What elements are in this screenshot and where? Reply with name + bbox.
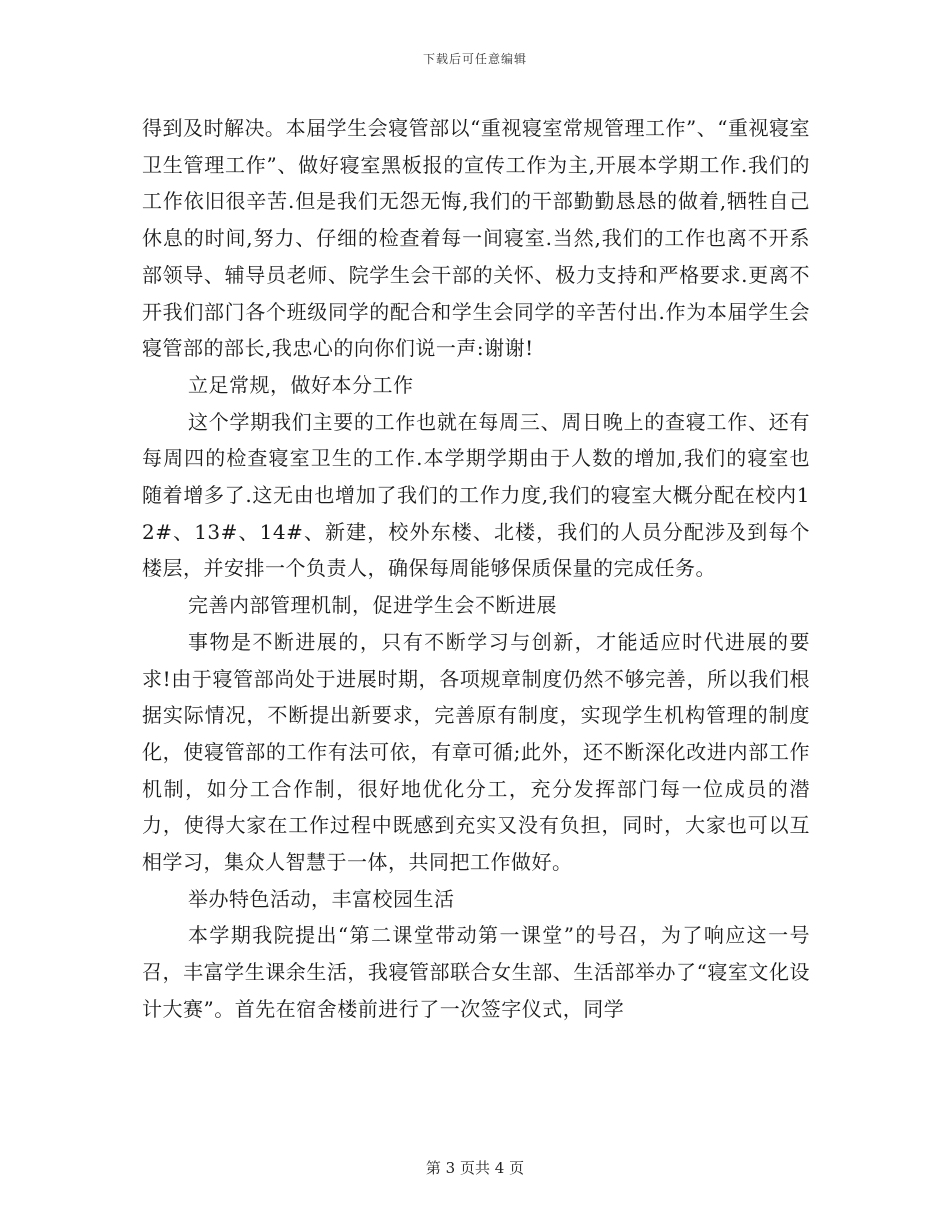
paragraph-4: 本学期我院提出“第二课堂带动第一课堂”的号召，为了响应这一号召，丰富学生课余生活，我寝管部联合女生部、生活部举办了“寝室文化设计大赛”。首先在宿舍楼前进行了一次签字仪式，同学 <box>142 923 810 1021</box>
document-body <box>142 110 810 1028</box>
section-heading-1: 立足常规，做好本分工作 <box>188 372 414 397</box>
paragraph-3: 事物是不断进展的，只有不断学习与创新，才能适应时代进展的要求!由于寝管部尚处于进展时期，各项规章制度仍然不够完善，所以我们根据实际情况，不断提出新要求，完善原有制度，实现学生机构管理的制度化，使寝管部的工作有法可依，有章可循;此外，还不断深化改进内部工作机制，如分工合作制，很好地优化分工，充分发挥部门每一位成员的潜力，使得大家在工作过程中既感到充实又没有负担，同时，大家也可以互相学习，集众人智慧于一体，共同把工作做好。 <box>142 629 810 875</box>
paragraph-2: 这个学期我们主要的工作也就在每周三、周日晚上的查寝工作、还有每周四的检查寝室卫生的工作.本学期学期由于人数的增加,我们的寝室也随着增多了.这无由也增加了我们的工作力度,我们的寝室大概分配在校内12#、13#、14#、新建，校外东楼、北楼，我们的人员分配涉及到每个楼层，并安排一个负责人，确保每周能够保质保量的完成任务。 <box>142 409 810 581</box>
section-heading-3: 举办特色活动，丰富校园生活 <box>188 886 455 911</box>
paragraph-1: 得到及时解决。本届学生会寝管部以“重视寝室常规管理工作”、“重视寝室卫生管理工作”、做好寝室黑板报的宣传工作为主,开展本学期工作.我们的工作依旧很辛苦.但是我们无怨无悔,我们的干部勤勤恳恳的做着,牺牲自己休息的时间,努力、仔细的检查着每一间寝室.当然,我们的工作也离不开系部领导、辅导员老师、院学生会干部的关怀、极力支持和严格要求.更离不开我们部门各个班级同学的配合和学生会同学的辛苦付出.作为本届学生会寝管部的部长,我忠心的向你们说一声:谢谢! <box>142 116 810 361</box>
section-heading-2: 完善内部管理机制，促进学生会不断进展 <box>188 593 557 618</box>
page-header: 下载后可任意编辑 <box>422 52 527 66</box>
page-footer: 第 3 页共 4 页 <box>425 1159 525 1177</box>
